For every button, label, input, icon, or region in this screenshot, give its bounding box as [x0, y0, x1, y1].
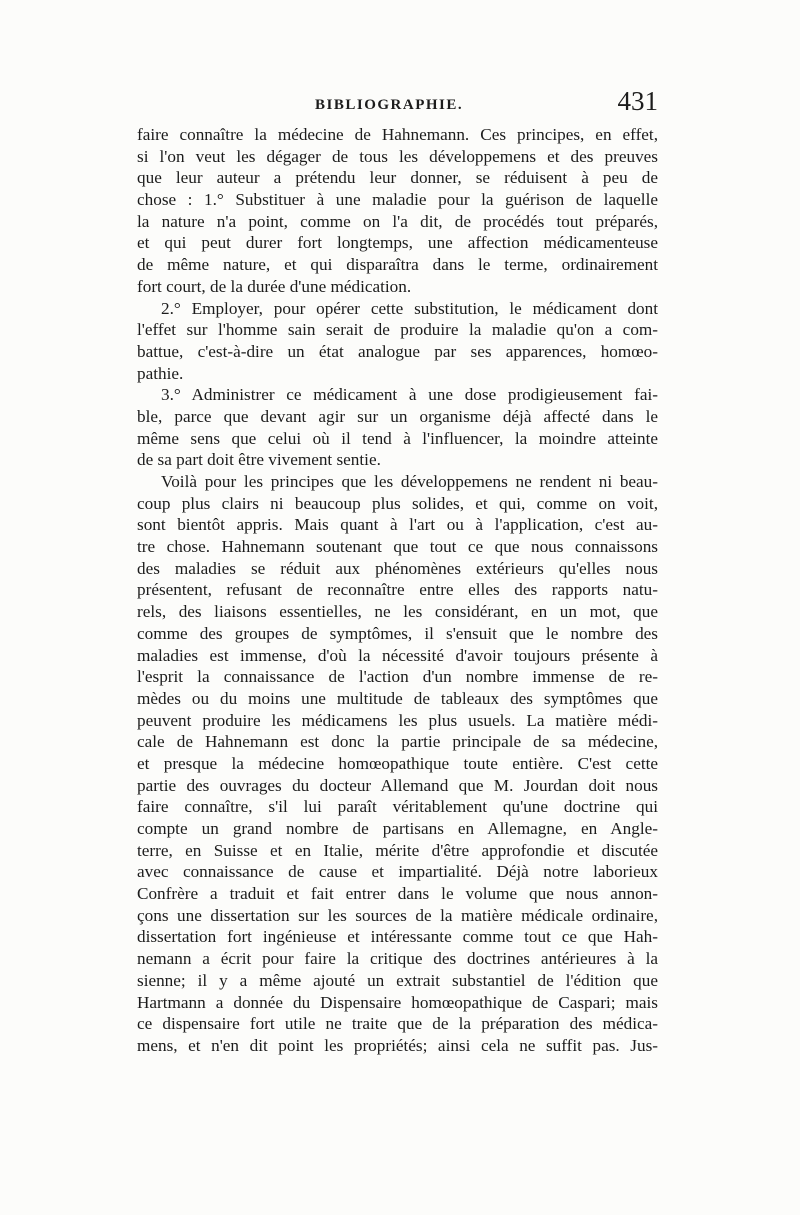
text-line: coup plus clairs ni beaucoup plus solides, et qui, comme on voit, — [137, 493, 658, 513]
text-line: Hartmann a donnée du Dispensaire homœopathique de Caspari; mais — [137, 992, 658, 1012]
text-line: sienne; il y a même ajouté un extrait substantiel de l'édition que — [137, 970, 658, 990]
text-line: l'effet sur l'homme sain serait de produire la maladie qu'on a com- — [137, 320, 658, 340]
text-line: mens, et n'en dit point les propriétés; ainsi cela ne suffit pas. Jus- — [137, 1035, 658, 1055]
text-line: cale de Hahnemann est donc la partie principale de sa médecine, — [137, 732, 658, 752]
text-line: et qui peut durer fort longtemps, une affection médicamenteuse — [137, 233, 658, 253]
text-line: mèdes ou du moins une multitude de tableaux des symptômes que — [137, 688, 658, 708]
text-line: maladies est immense, d'où la nécessité d'avoir toujours présente à — [137, 645, 658, 665]
text-line: avec connaissance de cause et impartialité. Déjà notre laborieux — [137, 862, 658, 882]
text-line: même sens que celui où il tend à l'influencer, la moindre atteinte — [137, 428, 658, 448]
text-line: fort court, de la durée d'une médication. — [137, 276, 412, 296]
text-line: faire connaître la médecine de Hahnemann. Ces principes, en effet, — [137, 125, 658, 144]
text-line: si l'on veut les dégager de tous les développemens et des preuves — [137, 146, 658, 166]
text-line: faire connaître, s'il lui paraît véritablement qu'une doctrine qui — [137, 797, 658, 817]
text-line: tre chose. Hahnemann soutenant que tout ce que nous connaissons — [137, 537, 658, 557]
text-line: sont bientôt appris. Mais quant à l'art ou à l'application, c'est au- — [137, 515, 658, 535]
running-head — [137, 86, 658, 122]
text-line: çons une dissertation sur les sources de la matière médicale ordinaire, — [137, 905, 658, 925]
text-line: terre, en Suisse et en Italie, mérite d'être approfondie et discutée — [137, 840, 658, 860]
body-text — [137, 124, 658, 1057]
text-line: et presque la médecine homœopathique toute entière. C'est cette — [137, 753, 658, 773]
text-line: battue, c'est-à-dire un état analogue par ses apparences, homœo- — [137, 341, 658, 361]
text-line: comme des groupes de symptômes, il s'ensuit que le nombre des — [137, 623, 658, 643]
text-line: peuvent produire les médicamens les plus usuels. La matière médi- — [137, 710, 658, 730]
text-line: l'esprit la connaissance de l'action d'un nombre immense de re- — [137, 667, 658, 687]
text-line: ce dispensaire fort utile ne traite que de la préparation des médica- — [137, 1014, 658, 1034]
text-line: nemann a écrit pour faire la critique des doctrines antérieures à la — [137, 949, 658, 969]
text-line: rels, des liaisons essentielles, ne les considérant, en un mot, que — [137, 602, 658, 622]
text-line: Voilà pour les principes que les développemens ne rendent ni beau- — [161, 472, 658, 491]
text-line: dissertation fort ingénieuse et intéressante comme tout ce que Hah- — [137, 927, 658, 947]
text-line: chose : 1.° Substituer à une maladie pour la guérison de laquelle — [137, 190, 658, 210]
text-line: pathie. — [137, 363, 184, 383]
running-title: BIBLIOGRAPHIE. — [315, 97, 464, 113]
text-line: de sa part doit être vivement sentie. — [137, 450, 381, 470]
text-line: ble, parce que devant agir sur un organisme déjà affecté dans le — [137, 406, 658, 426]
text-line: que leur auteur a prétendu leur donner, se réduisent à peu de — [137, 168, 658, 188]
text-line: compte un grand nombre de partisans en Allemagne, en Angle- — [137, 819, 658, 838]
text-line: 2.° Employer, pour opérer cette substitution, le médicament dont — [161, 298, 658, 318]
page-number: 431 — [617, 86, 658, 116]
text-line: la nature n'a point, comme on l'a dit, de procédés tout préparés, — [137, 211, 658, 231]
text-line: Confrère a traduit et fait entrer dans le volume que nous annon- — [137, 884, 658, 904]
text-line: partie des ouvrages du docteur Allemand que M. Jourdan doit nous — [137, 775, 658, 795]
text-line: présentent, refusant de reconnaître entre elles des rapports natu- — [137, 580, 658, 600]
text-line: des maladies se réduit aux phénomènes extérieurs qu'elles nous — [137, 558, 658, 578]
text-line: 3.° Administrer ce médicament à une dose prodigieusement fai- — [161, 385, 658, 405]
text-line: de même nature, et qui disparaîtra dans le terme, ordinairement — [137, 255, 658, 275]
